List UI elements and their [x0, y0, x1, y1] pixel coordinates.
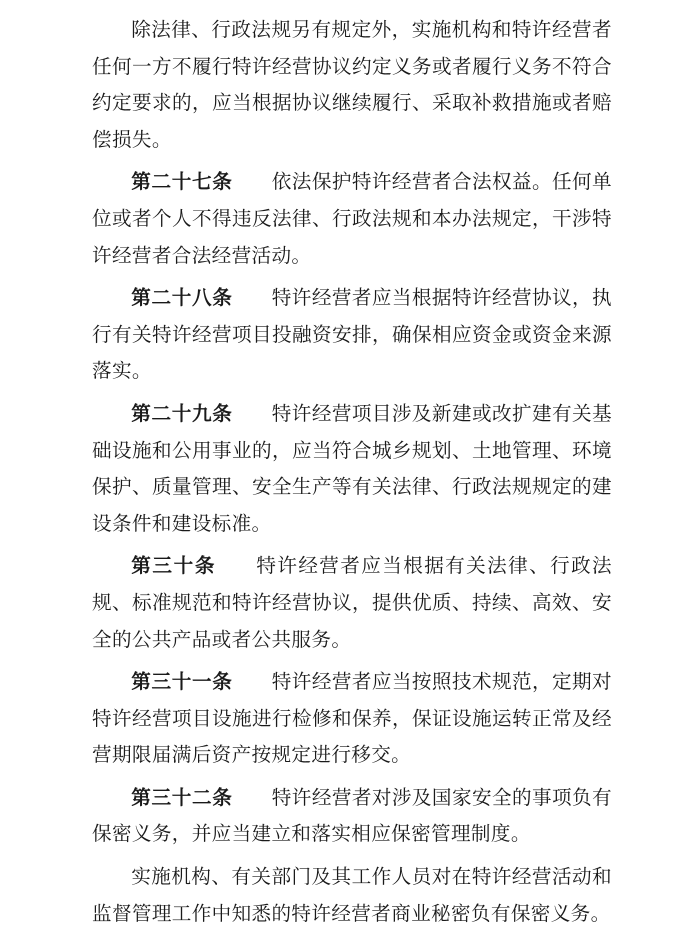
paragraph-continuation: [92, 12, 612, 158]
article-number: 第二十七条: [131, 170, 233, 194]
paragraph-text: 实施机构、有关部门及其工作人员对在特许经营活动和监督管理工作中知悉的特许经营者商业秘密负有保密义务。: [92, 865, 612, 925]
article-number: 第二十九条: [131, 401, 233, 425]
document-page: [92, 12, 612, 938]
article-30: [92, 548, 612, 658]
article-32: [92, 780, 612, 853]
paragraph-text: 特许经营者应当根据有关法律、行政法规、标准规范和特许经营协议，提供优质、持续、高效、安全的公共产品或者公共服务。: [92, 554, 613, 651]
paragraph-text: 除法律、行政法规另有规定外，实施机构和特许经营者任何一方不履行特许经营协议约定义务或者履行义务不符合约定要求的，应当根据协议继续履行、采取补救措施或者赔偿损失。: [92, 18, 612, 151]
paragraph-text: 特许经营者应当根据特许经营协议，执行有关特许经营项目投融资安排，确保相应资金或资金来源落实。: [92, 286, 613, 383]
paragraph-continuation: [92, 859, 612, 932]
article-number: 第三十条: [131, 554, 217, 578]
article-27: [92, 164, 612, 274]
paragraph-text: 依法保护特许经营者合法权益。任何单位或者个人不得违反法律、行政法规和本办法规定，干涉特许经营者合法经营活动。: [92, 170, 613, 267]
paragraph-text: 特许经营者应当按照技术规范，定期对特许经营项目设施进行检修和保养，保证设施运转正常及经营期限届满后资产按规定进行移交。: [92, 670, 613, 767]
paragraph-text: 特许经营项目涉及新建或改扩建有关基础设施和公用事业的，应当符合城乡规划、土地管理、环境保护、质量管理、安全生产等有关法律、行政法规规定的建设条件和建设标准。: [92, 401, 613, 535]
paragraph-text: 特许经营者对涉及国家安全的事项负有保密义务，并应当建立和落实相应保密管理制度。: [92, 785, 613, 846]
article-number: 第三十一条: [131, 670, 233, 694]
article-29: [92, 396, 612, 542]
article-28: [92, 280, 612, 390]
article-31: [92, 664, 612, 774]
article-number: 第三十二条: [131, 785, 233, 809]
article-number: 第二十八条: [131, 286, 233, 310]
